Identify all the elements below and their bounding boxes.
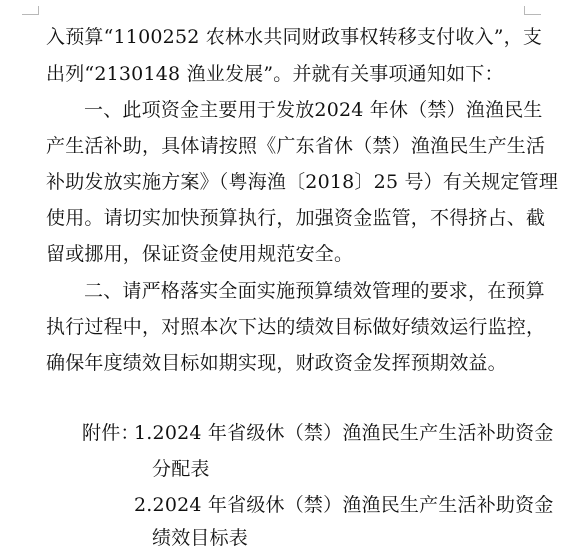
attachment-item-1-line-2: 分配表 — [152, 458, 210, 480]
attachment-item-2-line-2: 绩效目标表 — [152, 527, 249, 549]
crop-mark-left — [22, 6, 39, 15]
attachments-label: 附件： — [82, 422, 140, 444]
para1-line-5: 留或挪用，保证资金使用规范安全。 — [46, 243, 354, 265]
para2-line-2: 执行过程中，对照本次下达的绩效目标做好绩效运行监控， — [46, 316, 546, 338]
attachment-item-2-line-1: 2.2024 年省级休（禁）渔渔民生产生活补助资金 — [134, 494, 554, 516]
para1-line-3: 补助发放实施方案》（粤海渔〔2018〕25 号）有关规定管理 — [46, 171, 559, 193]
para1-line-4: 使用。请切实加快预算执行，加强资金监管，不得挤占、截 — [46, 207, 546, 229]
para2-line-3: 确保年度绩效目标如期实现，财政资金发挥预期效益。 — [46, 352, 507, 374]
intro-line-2: 出列“2130148 渔业发展”。并就有关事项通知如下： — [46, 63, 504, 85]
attachment-item-1-line-1: 1.2024 年省级休（禁）渔渔民生产生活补助资金 — [134, 422, 554, 444]
para1-line-1: 一、此项资金主要用于发放2024 年休（禁）渔渔民生 — [84, 99, 543, 121]
crop-mark-right — [524, 6, 541, 15]
para2-line-1: 二、请严格落实全面实施预算绩效管理的要求，在预算 — [84, 280, 545, 302]
para1-line-2: 产生活补助，具体请按照《广东省休（禁）渔渔民生产生活 — [46, 135, 546, 157]
intro-line-1: 入预算“1100252 农林水共同财政事权转移支付收入”，支 — [46, 26, 543, 48]
